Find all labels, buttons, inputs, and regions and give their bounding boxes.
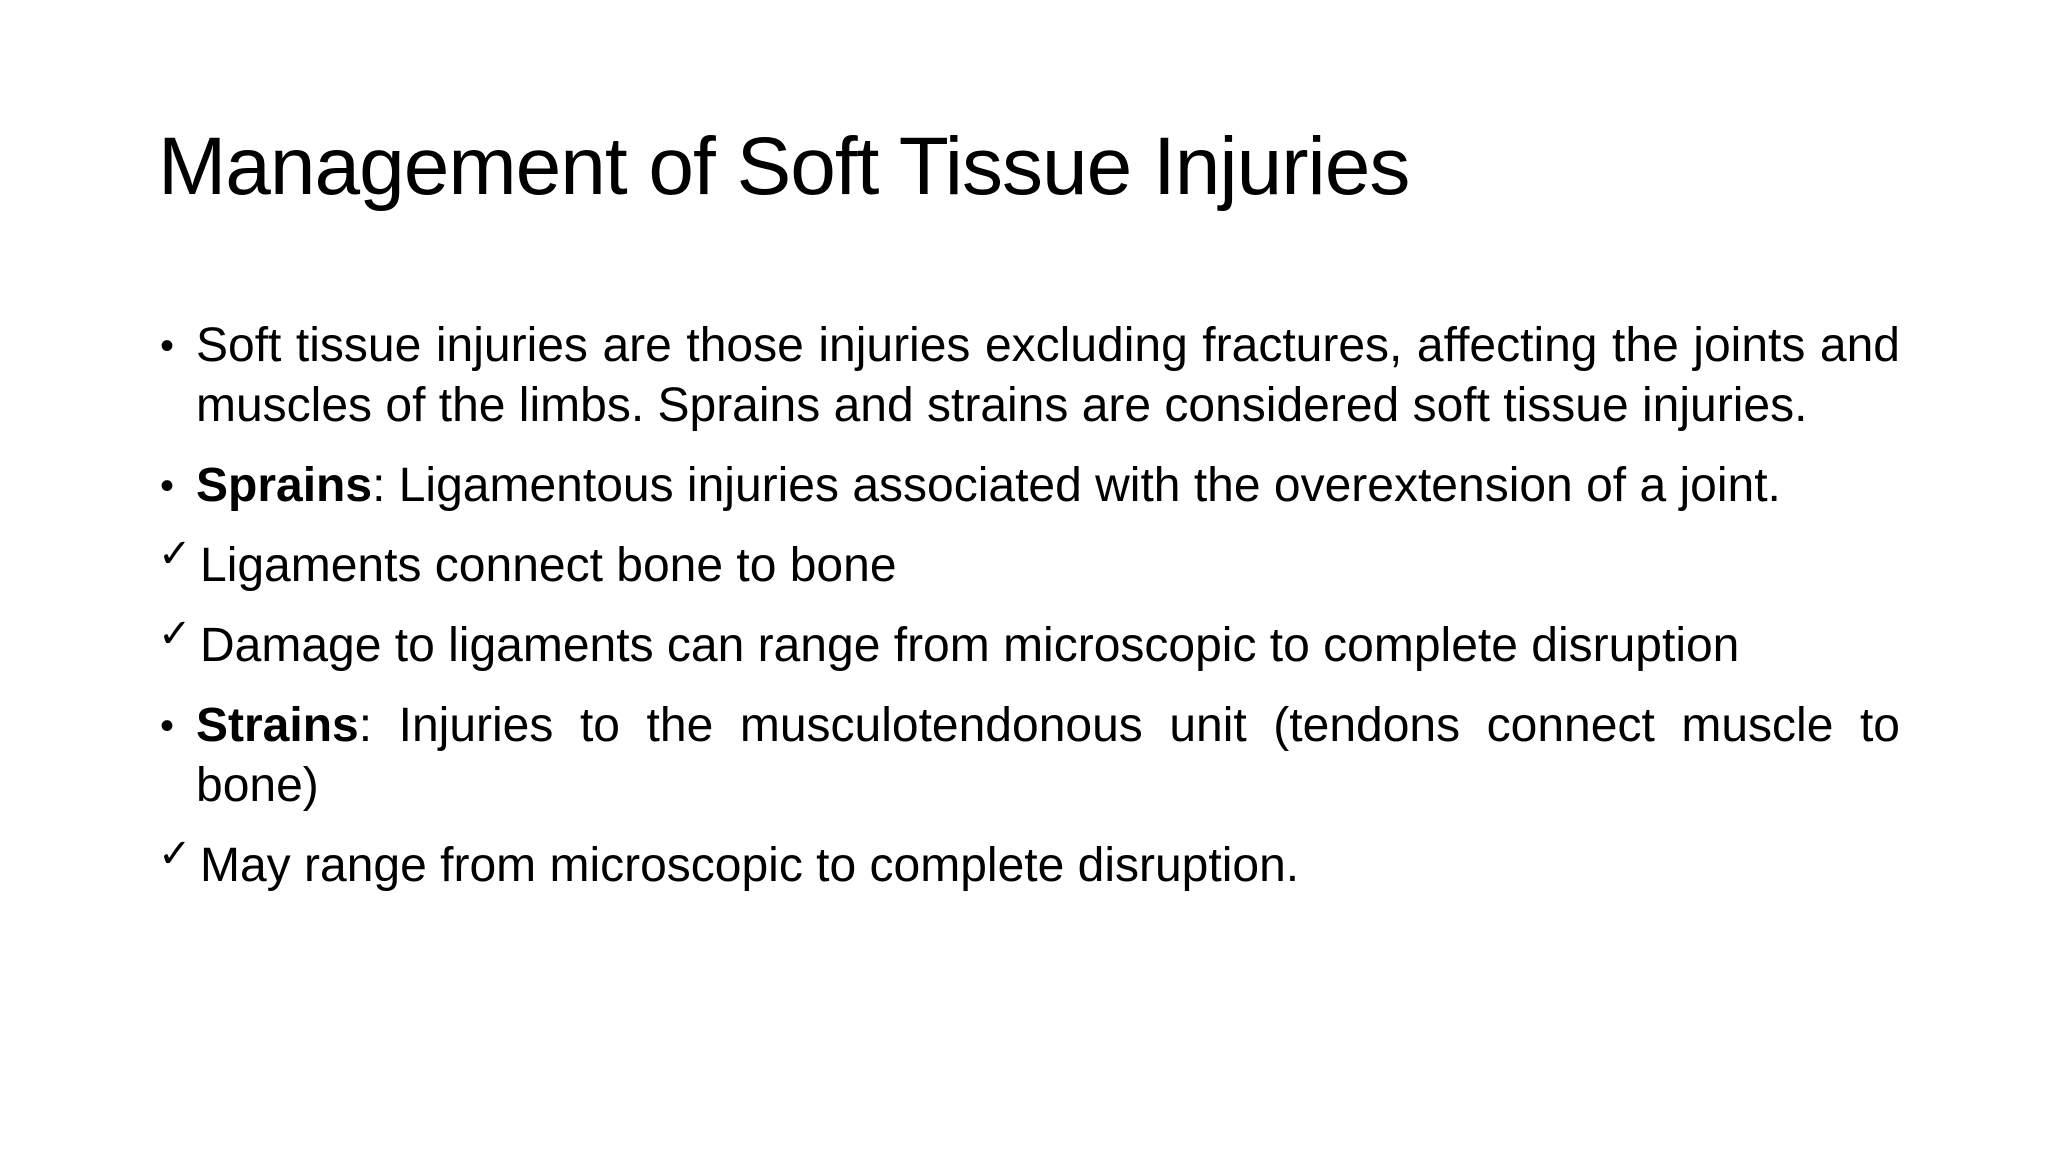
bullet-term: Strains xyxy=(196,699,359,752)
checkmark-icon: ✓ xyxy=(158,832,192,876)
check-item xyxy=(158,612,1900,676)
bullet-text: Soft tissue injuries are those injuries excluding fractures, affecting the joints and muscles of the limbs. Sprains and strains are considered soft tissue injuries. xyxy=(196,319,1900,432)
bullet-term: Sprains xyxy=(196,459,373,512)
check-text: May range from microscopic to complete disruption. xyxy=(200,839,1300,892)
check-text: Ligaments connect bone to bone xyxy=(200,539,897,592)
slide-title: Management of Soft Tissue Injuries xyxy=(158,121,1410,212)
bullet-icon: • xyxy=(160,324,175,368)
bullet-icon: • xyxy=(160,704,175,748)
checkmark-icon: ✓ xyxy=(158,532,192,576)
bullet-item xyxy=(158,316,1900,436)
bullet-text: : Ligamentous injuries associated with the overextension of a joint. xyxy=(372,459,1781,512)
bullet-icon: • xyxy=(160,464,175,508)
bullet-item xyxy=(158,696,1900,816)
check-text: Damage to ligaments can range from microscopic to complete disruption xyxy=(200,619,1740,672)
bullet-item xyxy=(158,456,1900,516)
checkmark-icon: ✓ xyxy=(158,612,192,656)
check-item xyxy=(158,832,1900,896)
bullet-text: : Injuries to the musculotendonous unit (tendons connect muscle to bone) xyxy=(196,699,1900,812)
check-item xyxy=(158,532,1900,596)
slide-content xyxy=(158,316,1900,916)
